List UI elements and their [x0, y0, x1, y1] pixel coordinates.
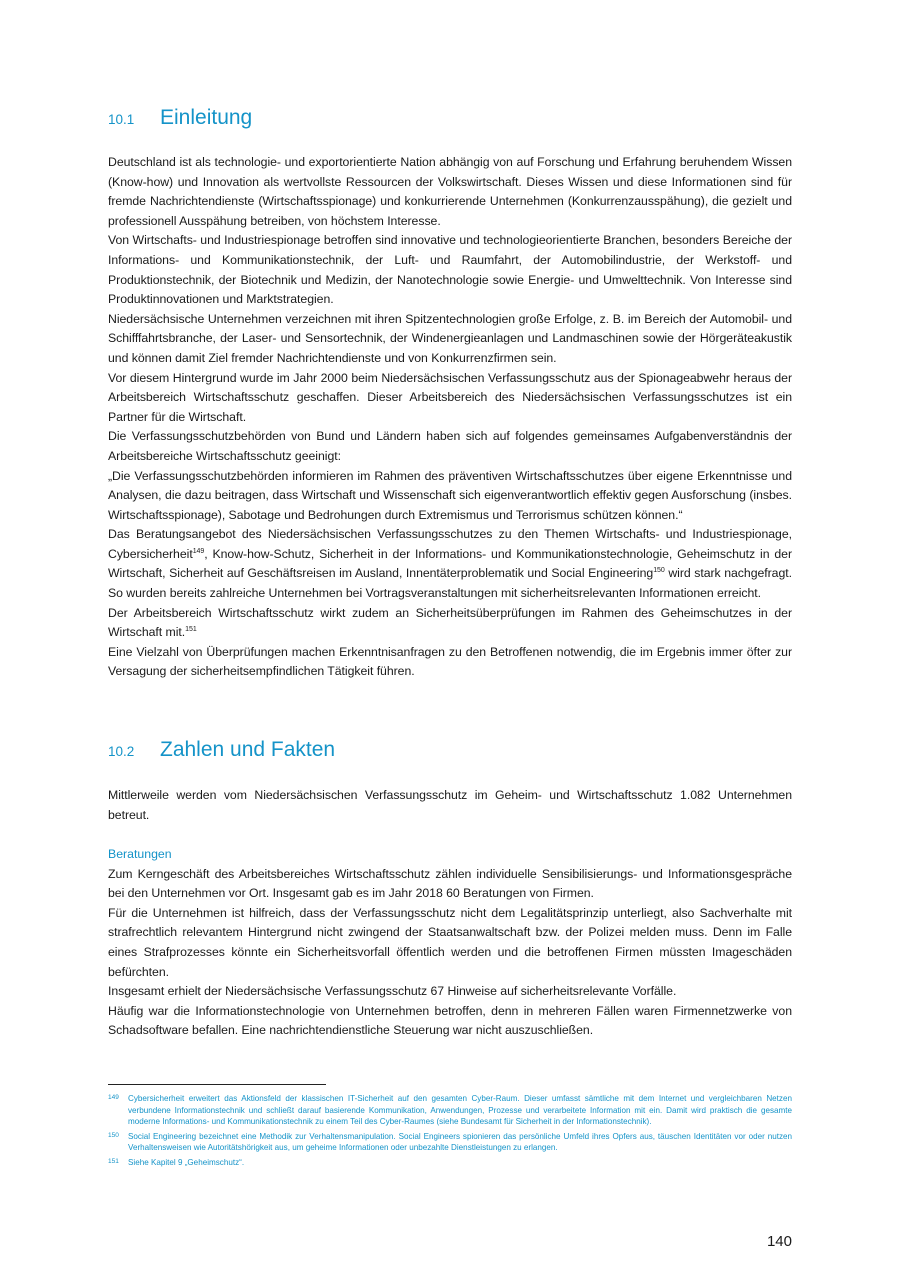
page-number: 140: [766, 1233, 792, 1250]
paragraph: Von Wirtschafts- und Industriespionage betroffen sind innovative und technologieorientierte Branchen, besonders Bereiche der Informations- und Kommunikationstechnik, der Luft- und Raumfahrt, der Automobilindustrie, der Werkstoff- und Produktionstechnik, der Biotechnik und Medizin, der Nanotechnologie sowie Energie- und Umwelttechnik. Von Interesse sind Produktinnovationen und Marktstrategien.: [108, 233, 792, 307]
footnote-ref[interactable]: 151: [185, 626, 197, 634]
section-heading-10-1: [108, 106, 792, 130]
footnote-number: 151: [108, 1157, 119, 1165]
section-body-10-1: [108, 153, 792, 682]
section-intro-10-2: [108, 786, 792, 825]
footnote-ref[interactable]: 149: [192, 547, 205, 555]
paragraph: Häufig war die Informationstechnologie von Unternehmen betroffen, denn in mehreren Fällen waren Firmennetzwerke von Schadsoftware befallen. Eine nachrichtendienstliche Steuerung war nicht auszuschließen.: [108, 1003, 792, 1038]
text: Der Arbeitsbereich Wirtschaftsschutz wirkt zudem an Sicherheitsüberprüfungen im Rahmen des Geheimschutzes in der Wirtschaft mit.: [108, 605, 792, 640]
footnote-ref[interactable]: 150: [653, 567, 665, 575]
section-number: 10.1: [108, 112, 135, 127]
footnote-number: 149: [108, 1094, 119, 1101]
subheading: Beratungen: [108, 847, 172, 861]
footnote: [108, 1131, 792, 1154]
text: wird stark nachgefragt. So wurden bereits zahlreiche Unternehmen bei Vortragsveranstaltungen mit sicherheitsrelevanten Informationen erreicht.: [108, 566, 792, 601]
footnote: [108, 1157, 792, 1169]
paragraph: Insgesamt erhielt der Niedersächsische Verfassungsschutz 67 Hinweise auf sicherheitsrelevante Vorfälle.: [108, 984, 677, 999]
section-title: Zahlen und Fakten: [160, 738, 336, 761]
footnote-text: Cybersicherheit erweitert das Aktionsfeld der klassischen IT-Sicherheit auf den gesamten Cyber-Raum. Dieser umfasst sämtliche mit dem Internet und vergleichbaren Netzen verbundene Informationstechnik und schließt darauf basierende Kommunikation, Anwendungen, Prozesse und verarbeitete Information mit ein. Damit wird praktisch die gesamte moderne Informations- und Kommunikationstechnik zu einem Teil des Cyber-Raumes (siehe Bundesamt für Sicherheit in der Informationstechnik).: [128, 1094, 792, 1127]
footnote-text: Siehe Kapitel 9 „Geheimschutz“.: [128, 1157, 245, 1167]
footnote-text: Social Engineering bezeichnet eine Methodik zur Verhaltensmanipulation. Social Engineers spionieren das persönliche Umfeld ihres Opfers aus, täuschen Identitäten vor oder nutzen Verhaltensweisen wie Autoritätshörigkeit aus, um geheime Informationen oder unbezahlte Dienstleistungen zu erlangen.: [128, 1131, 792, 1153]
footnotes: [108, 1093, 792, 1172]
paragraph: Eine Vielzahl von Überprüfungen machen Erkenntnisanfragen zu den Betroffenen notwendig, die im Ergebnis immer öfter zur Versagung der sicherheitsempfindlichen Tätigkeit führen.: [108, 644, 792, 679]
section-body-10-2: [108, 845, 792, 1041]
paragraph: Vor diesem Hintergrund wurde im Jahr 2000 beim Niedersächsischen Verfassungsschutz aus der Spionageabwehr heraus der Arbeitsbereich Wirtschaftsschutz geschaffen. Dieser Arbeitsbereich des Niedersächsischen Verfassungsschutzes ist ein Partner für die Wirtschaft.: [108, 370, 792, 424]
paragraph: Für die Unternehmen ist hilfreich, dass der Verfassungsschutz nicht dem Legalitätsprinzip unterliegt, also Sachverhalte mit strafrechtlich relevantem Hintergrund nicht zwingend der Staatsanwaltschaft bzw. der Polizei melden muss. Denn im Falle eines Strafprozesses könnte ein Sicherheitsvorfall öffentlich werden und die betroffenen Firmen müssten Imageschäden befürchten.: [108, 905, 792, 979]
footnote-number: 150: [108, 1131, 119, 1139]
paragraph: Mittlerweile werden vom Niedersächsischen Verfassungsschutz im Geheim- und Wirtschaftsschutz 1.082 Unternehmen betreut.: [108, 788, 792, 822]
paragraph-with-footnote: [108, 604, 792, 643]
paragraph-with-footnotes: [108, 525, 792, 603]
section-number: 10.2: [108, 744, 135, 759]
paragraph: Die Verfassungsschutzbehörden von Bund und Ländern haben sich auf folgendes gemeinsames Aufgabenverständnis der Arbeitsbereiche Wirtschaftsschutz geeinigt:: [108, 429, 792, 463]
paragraph: Deutschland ist als technologie- und exportorientierte Nation abhängig von auf Forschung und Erfahrung beruhendem Wissen (Know-how) und Innovation als wertvollste Ressourcen der Volkswirtschaft. Dieses Wissen und diese Informationen sind für fremde Nachrichtendienste (Wirtschaftsspionage) und konkurrierende Unternehmen (Konkurrenzausspähung), die gezielt und professionell Ausspähung betreiben, von höchstem Interesse.: [108, 155, 792, 228]
footnote-separator: [108, 1084, 326, 1085]
text: , Know-how-Schutz, Sicherheit in der Informations- und Kommunikationstechnologie, Geheimschutz in der Wirtschaft, Sicherheit auf Geschäftsreisen im Ausland, Innentäterproblematik und Social Engineering: [108, 546, 792, 581]
text: Das Beratungsangebot des Niedersächsischen Verfassungsschutzes zu den Themen Wirtschafts- und Industriespionage, Cybersicherheit: [108, 527, 792, 561]
section-title: Einleitung: [160, 106, 253, 129]
section-heading-10-2: [108, 738, 792, 762]
footnote: [108, 1093, 792, 1128]
paragraph: Zum Kerngeschäft des Arbeitsbereiches Wirtschaftsschutz zählen individuelle Sensibilisierungs- und Informationsgespräche bei den Unternehmen vor Ort. Insgesamt gab es im Jahr 2018 60 Beratungen von Firmen.: [108, 866, 792, 901]
paragraph: Niedersächsische Unternehmen verzeichnen mit ihren Spitzentechnologien große Erfolge, z. B. im Bereich der Automobil- und Schifffahrtsbranche, der Laser- und Sensortechnik, der Windenergieanlagen und Landmaschinen sowie der Hörgeräteakustik und können damit Ziel fremder Nachrichtendienste und von Konkurrenzfirmen sein.: [108, 311, 792, 365]
quote-paragraph: „Die Verfassungsschutzbehörden informieren im Rahmen des präventiven Wirtschaftsschutzes über eigene Erkenntnisse und Analysen, die dazu beitragen, dass Wirtschaft und Wissenschaft sich eigenverantwortlich effektiv gegen Ausforschung (insbes. Wirtschaftsspionage), Sabotage und Bedrohungen durch Extremismus und Terrorismus schützen können.“: [108, 468, 792, 522]
